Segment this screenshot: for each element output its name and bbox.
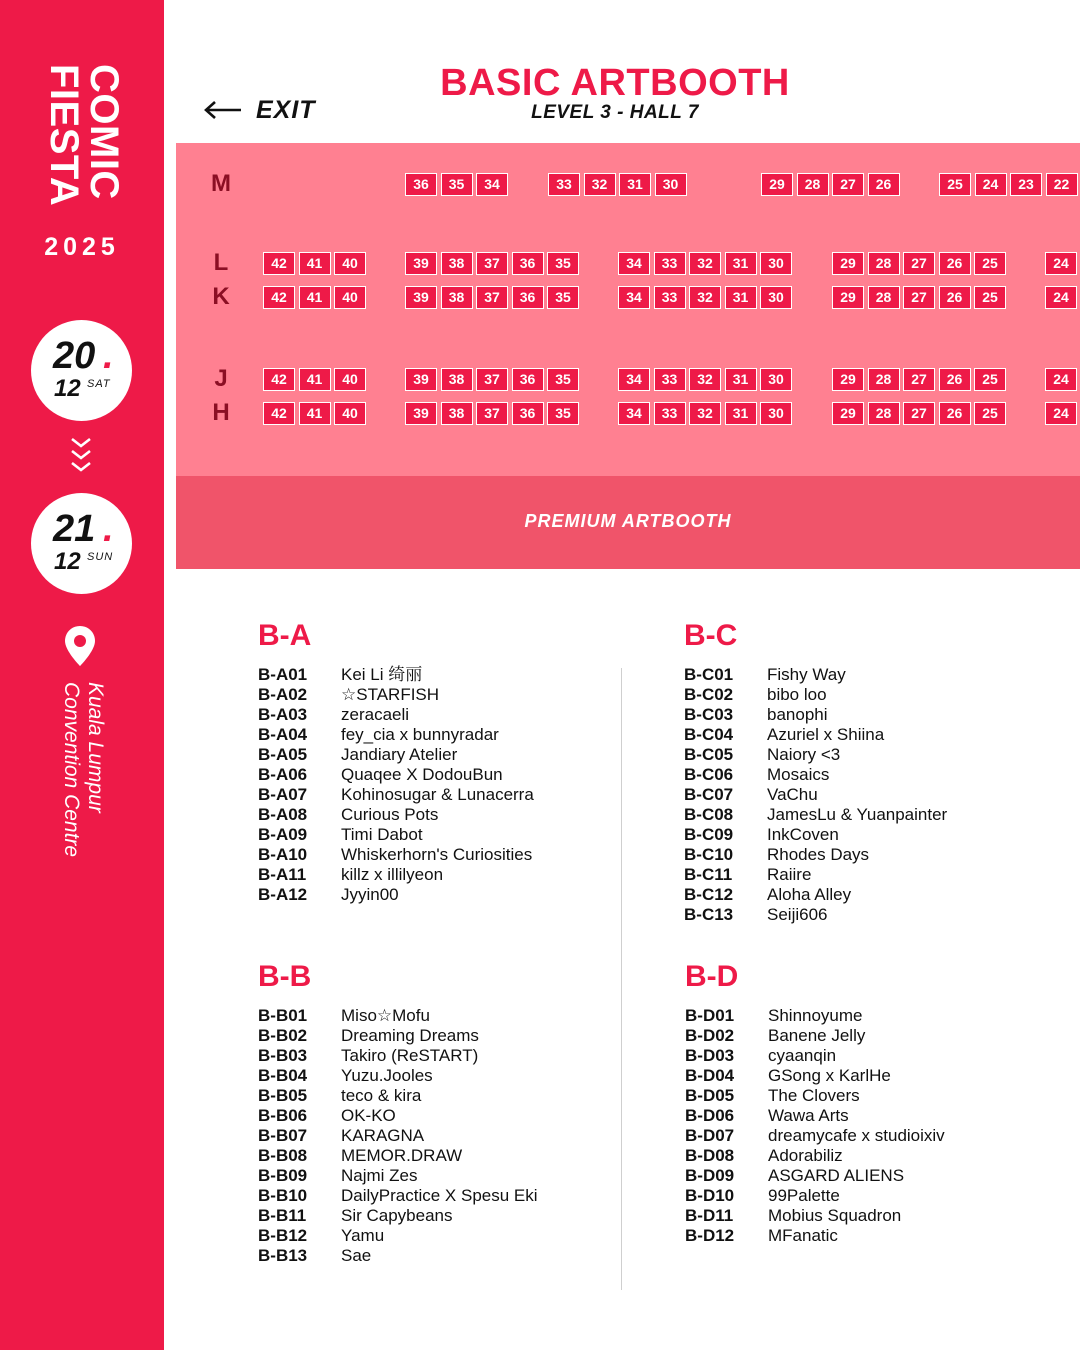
exhibitor-name: Timi Dabot — [341, 825, 423, 844]
booth[interactable]: 22 — [1046, 173, 1078, 196]
booth[interactable]: 33 — [654, 252, 686, 275]
exhibitor-name: GSong x KarlHe — [768, 1066, 891, 1085]
exhibitor-row — [258, 885, 399, 905]
section-title: B-C — [684, 619, 738, 652]
exhibitor-row — [258, 705, 409, 725]
booth[interactable]: 28 — [868, 252, 900, 275]
hall-subtitle: LEVEL 3 - HALL 7 — [531, 102, 699, 123]
booth[interactable]: 40 — [334, 368, 366, 391]
exhibitor-name: teco & kira — [341, 1086, 422, 1105]
exhibitor-row — [684, 825, 839, 845]
exhibitor-row — [684, 685, 827, 705]
exhibitor-row — [685, 1166, 904, 1186]
exhibitor-name: InkCoven — [767, 825, 839, 844]
booth-code: B-C03 — [684, 705, 734, 724]
date-dot: . — [103, 335, 114, 377]
booth[interactable]: 38 — [441, 286, 473, 309]
exhibitor-row — [258, 1026, 479, 1046]
exhibitor-row — [258, 845, 532, 865]
booth[interactable]: 37 — [476, 368, 508, 391]
booth-code: B-D10 — [685, 1186, 735, 1205]
booth[interactable]: 26 — [939, 368, 971, 391]
booth[interactable]: 25 — [974, 368, 1006, 391]
premium-artbooth-area — [176, 476, 1080, 569]
booth[interactable]: 35 — [547, 252, 579, 275]
exhibitor-name: ASGARD ALIENS — [768, 1166, 905, 1185]
exhibitor-row — [685, 1066, 891, 1086]
booth[interactable]: 34 — [476, 173, 508, 196]
exhibitor-row — [258, 825, 423, 845]
exhibitor-name: Jandiary Atelier — [341, 745, 458, 764]
exhibitor-row — [258, 1226, 384, 1246]
booth[interactable]: 40 — [334, 402, 366, 425]
booth-code: B-C02 — [684, 685, 734, 704]
exhibitor-row — [258, 745, 457, 765]
exhibitor-name: Jyyin00 — [341, 885, 399, 904]
exhibitor-name: ☆STARFISH — [341, 685, 440, 704]
venue-line-1: Kuala Lumpur — [84, 682, 107, 813]
booth-code: B-B09 — [258, 1166, 308, 1185]
booth[interactable]: 30 — [760, 368, 792, 391]
booth[interactable]: 28 — [797, 173, 829, 196]
booth-code: B-A09 — [258, 825, 308, 844]
exhibitor-row — [258, 1126, 424, 1146]
booth[interactable]: 37 — [476, 402, 508, 425]
exhibitor-name: Rhodes Days — [767, 845, 870, 864]
booth-code: B-D08 — [685, 1146, 735, 1165]
booth[interactable]: 40 — [334, 252, 366, 275]
booth-code: B-C06 — [684, 765, 734, 784]
booth[interactable]: 30 — [760, 252, 792, 275]
exhibitor-name: OK-KO — [341, 1106, 396, 1125]
booth-code: B-D04 — [685, 1066, 735, 1085]
exhibitor-row — [685, 1226, 838, 1246]
booth-code: B-A11 — [258, 865, 307, 884]
date-day: 20 — [53, 335, 96, 377]
booth[interactable]: 29 — [832, 368, 864, 391]
booth[interactable]: 32 — [689, 368, 721, 391]
booth-code: B-B03 — [258, 1046, 308, 1065]
booth-code: B-D09 — [685, 1166, 735, 1185]
booth-code: B-B05 — [258, 1086, 308, 1105]
exhibitor-row — [685, 1146, 843, 1166]
booth-code: B-A06 — [258, 765, 308, 784]
booth-code: B-D05 — [685, 1086, 735, 1105]
venue-name — [55, 682, 107, 892]
exhibitor-row — [685, 1006, 863, 1026]
booth-code: B-C12 — [684, 885, 734, 904]
exhibitor-row — [258, 765, 503, 785]
booth[interactable]: 29 — [832, 286, 864, 309]
booth[interactable]: 35 — [441, 173, 473, 196]
exhibitor-name: Whiskerhorn's Curiosities — [341, 845, 533, 864]
date-weekday: SAT — [87, 378, 111, 390]
booth[interactable]: 33 — [654, 286, 686, 309]
booth[interactable]: 33 — [654, 368, 686, 391]
exhibitor-name: Fishy Way — [767, 665, 846, 684]
exhibitor-name: VaChu — [767, 785, 818, 804]
booth[interactable]: 24 — [975, 173, 1007, 196]
booth[interactable]: 41 — [299, 286, 331, 309]
booth-code: B-B02 — [258, 1026, 308, 1045]
exhibitor-name: Yuzu.Jooles — [341, 1066, 433, 1085]
exhibitor-name: MEMOR.DRAW — [341, 1146, 463, 1165]
exhibitor-row — [684, 865, 811, 885]
exhibitor-name: killz x illilyeon — [341, 865, 444, 884]
booth[interactable]: 40 — [334, 286, 366, 309]
booth[interactable]: 34 — [618, 286, 650, 309]
booth[interactable]: 26 — [939, 402, 971, 425]
booth-code: B-C04 — [684, 725, 734, 744]
exit-label: EXIT — [256, 96, 316, 124]
booth-code: B-A03 — [258, 705, 308, 724]
exhibitor-name: Naiory <3 — [767, 745, 841, 764]
exhibitor-name: Azuriel x Shiina — [767, 725, 885, 744]
date-day: 21 — [53, 508, 96, 550]
exhibitor-row — [684, 845, 869, 865]
booth-code: B-A07 — [258, 785, 308, 804]
booth[interactable]: 37 — [476, 286, 508, 309]
booth[interactable]: 35 — [547, 402, 579, 425]
exhibitor-row — [258, 1086, 421, 1106]
exhibitor-row — [684, 885, 851, 905]
booth-code: B-D02 — [685, 1026, 735, 1045]
booth[interactable]: 35 — [547, 368, 579, 391]
location-pin-icon — [63, 625, 97, 667]
booth[interactable]: 30 — [760, 402, 792, 425]
exhibitor-row — [685, 1186, 840, 1206]
booth[interactable]: 34 — [618, 368, 650, 391]
booth[interactable]: 42 — [263, 368, 295, 391]
booth[interactable]: 34 — [618, 402, 650, 425]
exhibitor-name: Yamu — [341, 1226, 385, 1245]
exhibitor-name: MFanatic — [768, 1226, 838, 1245]
exhibitor-row — [685, 1046, 836, 1066]
booth-code: B-B07 — [258, 1126, 308, 1145]
booth[interactable]: 39 — [405, 402, 437, 425]
booth[interactable]: 36 — [512, 402, 544, 425]
exhibitor-row — [685, 1126, 945, 1146]
exhibitor-name: Mosaics — [767, 765, 830, 784]
booth-code: B-C13 — [684, 905, 734, 924]
exhibitor-name: cyaanqin — [768, 1046, 837, 1065]
booth[interactable]: 26 — [939, 252, 971, 275]
exhibitor-name: Wawa Arts — [768, 1106, 849, 1125]
exhibitor-name: Sir Capybeans — [341, 1206, 453, 1225]
booth-code: B-B11 — [258, 1206, 307, 1225]
booth[interactable]: 33 — [548, 173, 580, 196]
exhibitor-row — [258, 685, 439, 705]
booth[interactable]: 23 — [1010, 173, 1042, 196]
exhibitor-row — [258, 1146, 462, 1166]
booth[interactable]: 31 — [725, 252, 757, 275]
exhibitor-row — [684, 745, 840, 765]
booth-code: B-C09 — [684, 825, 734, 844]
booth-code: B-B10 — [258, 1186, 308, 1205]
booth[interactable]: 27 — [903, 402, 935, 425]
exhibitor-name: Kohinosugar & Lunacerra — [341, 785, 534, 804]
exhibitor-row — [258, 1066, 433, 1086]
booth-code: B-B12 — [258, 1226, 308, 1245]
section-title: B-B — [258, 960, 312, 993]
booth-code: B-D01 — [685, 1006, 735, 1025]
booth[interactable]: 36 — [512, 286, 544, 309]
exhibitor-name: Kei Li 绮丽 — [341, 665, 423, 684]
booth[interactable]: 29 — [832, 402, 864, 425]
column-divider — [621, 668, 622, 1290]
exhibitor-name: JamesLu & Yuanpainter — [767, 805, 948, 824]
triple-chevron-down-icon — [68, 435, 94, 475]
booth-code: B-D06 — [685, 1106, 735, 1125]
exhibitor-row — [258, 1106, 396, 1126]
booth[interactable]: 42 — [263, 252, 295, 275]
exhibitor-name: DailyPractice X Spesu Eki — [341, 1186, 538, 1205]
exhibitor-name: Najmi Zes — [341, 1166, 418, 1185]
booth[interactable]: 25 — [939, 173, 971, 196]
booth[interactable]: 38 — [441, 368, 473, 391]
booth[interactable]: 24 — [1045, 286, 1077, 309]
exhibitor-row — [258, 805, 438, 825]
booth-code: B-A10 — [258, 845, 308, 864]
booth-code: B-B13 — [258, 1246, 308, 1265]
booth[interactable]: 39 — [405, 368, 437, 391]
booth-code: B-B01 — [258, 1006, 308, 1025]
booth-code: B-A02 — [258, 685, 308, 704]
exhibitor-row — [685, 1026, 865, 1046]
date-dot: . — [103, 508, 114, 550]
exhibitor-name: Aloha Alley — [767, 885, 852, 904]
date-month: 12 — [54, 375, 81, 402]
booth[interactable]: 25 — [974, 286, 1006, 309]
booth-code: B-C11 — [684, 865, 733, 884]
exhibitor-row — [684, 725, 884, 745]
booth[interactable]: 30 — [655, 173, 687, 196]
exhibitor-name: dreamycafe x studioixiv — [768, 1126, 945, 1145]
booth[interactable]: 26 — [939, 286, 971, 309]
exhibitor-name: Miso☆Mofu — [341, 1006, 430, 1025]
exhibitor-name: Adorabiliz — [768, 1146, 843, 1165]
brand-line-2: FIESTA — [42, 64, 86, 207]
booth-code: B-C10 — [684, 845, 734, 864]
exhibitor-row — [258, 865, 443, 885]
booth[interactable]: 26 — [868, 173, 900, 196]
booth[interactable]: 29 — [832, 252, 864, 275]
exhibitor-row — [685, 1086, 860, 1106]
booth[interactable]: 25 — [974, 252, 1006, 275]
exhibitor-row — [684, 805, 947, 825]
row-label: M — [211, 170, 231, 197]
exhibitor-row — [684, 705, 828, 725]
booth[interactable]: 28 — [868, 402, 900, 425]
booth[interactable]: 30 — [760, 286, 792, 309]
exhibitor-row — [684, 765, 829, 785]
booth[interactable]: 35 — [547, 286, 579, 309]
booth-code: B-D07 — [685, 1126, 735, 1145]
booth-code: B-A05 — [258, 745, 308, 764]
row-label: K — [212, 283, 230, 310]
booth[interactable]: 38 — [441, 402, 473, 425]
exhibitor-row — [258, 1006, 430, 1026]
exhibitor-row — [685, 1206, 901, 1226]
date-badge-day-2 — [31, 493, 132, 594]
booth-code: B-A12 — [258, 885, 308, 904]
exhibitor-name: fey_cia x bunnyradar — [341, 725, 499, 744]
booth-code: B-A08 — [258, 805, 308, 824]
booth[interactable]: 27 — [903, 252, 935, 275]
booth[interactable]: 41 — [299, 402, 331, 425]
date-month: 12 — [54, 548, 81, 575]
exhibitor-row — [258, 1206, 453, 1226]
booth[interactable]: 32 — [689, 252, 721, 275]
date-weekday: SUN — [87, 551, 114, 563]
booth[interactable]: 36 — [405, 173, 437, 196]
booth-code: B-D11 — [685, 1206, 734, 1225]
exhibitor-name: Banene Jelly — [768, 1026, 866, 1045]
booth[interactable]: 41 — [299, 368, 331, 391]
exhibitor-name: Mobius Squadron — [768, 1206, 902, 1225]
booth-code: B-B06 — [258, 1106, 308, 1125]
booth[interactable]: 33 — [654, 402, 686, 425]
booth-code: B-C01 — [684, 665, 734, 684]
exhibitor-name: bibo loo — [767, 685, 827, 704]
booth[interactable]: 39 — [405, 252, 437, 275]
booth-code: B-B04 — [258, 1066, 308, 1085]
booth-code: B-A01 — [258, 665, 308, 684]
booth-code: B-C08 — [684, 805, 734, 824]
venue-line-2: Convention Centre — [60, 682, 83, 858]
exhibitor-name: The Clovers — [768, 1086, 860, 1105]
booth[interactable]: 28 — [868, 368, 900, 391]
booth[interactable]: 29 — [761, 173, 793, 196]
booth[interactable]: 32 — [584, 173, 616, 196]
booth[interactable]: 39 — [405, 286, 437, 309]
section-title: B-D — [685, 960, 739, 993]
booth[interactable]: 36 — [512, 252, 544, 275]
event-sidebar — [0, 0, 164, 1350]
exhibitor-row — [258, 1186, 538, 1206]
booth[interactable]: 31 — [725, 286, 757, 309]
exhibitor-row — [258, 725, 499, 745]
exhibitor-row — [685, 1106, 849, 1126]
booth[interactable]: 27 — [832, 173, 864, 196]
exhibitor-name: zeracaeli — [341, 705, 410, 724]
booth[interactable]: 31 — [619, 173, 651, 196]
booth[interactable]: 27 — [903, 368, 935, 391]
date-badge-day-1 — [31, 320, 132, 421]
exhibitor-name: banophi — [767, 705, 828, 724]
booth[interactable]: 36 — [512, 368, 544, 391]
exhibitor-row — [684, 665, 846, 685]
event-logo — [40, 64, 124, 232]
booth[interactable]: 37 — [476, 252, 508, 275]
exhibitor-row — [684, 785, 818, 805]
booth[interactable]: 24 — [1045, 402, 1077, 425]
exhibitor-row — [258, 665, 422, 685]
booth-code: B-D12 — [685, 1226, 735, 1245]
booth[interactable]: 24 — [1045, 252, 1077, 275]
exhibitor-name: 99Palette — [768, 1186, 840, 1205]
exhibitor-name: KARAGNA — [341, 1126, 425, 1145]
booth-code: B-D03 — [685, 1046, 735, 1065]
booth-code: B-A04 — [258, 725, 308, 744]
booth[interactable]: 42 — [263, 402, 295, 425]
exhibitor-row — [258, 1246, 371, 1266]
booth-code: B-C07 — [684, 785, 734, 804]
event-year: 2025 — [44, 233, 120, 261]
arrow-left-icon — [203, 100, 243, 120]
exhibitor-name: Dreaming Dreams — [341, 1026, 479, 1045]
exhibitor-name: Sae — [341, 1246, 372, 1265]
exhibitor-row — [258, 1166, 418, 1186]
premium-artbooth-label: PREMIUM ARTBOOTH — [524, 511, 732, 531]
booth[interactable]: 32 — [689, 402, 721, 425]
booth[interactable]: 31 — [725, 402, 757, 425]
row-label: J — [214, 365, 228, 392]
exhibitor-name: Seiji606 — [767, 905, 828, 924]
exhibitor-name: Quaqee X DodouBun — [341, 765, 503, 784]
row-label: H — [212, 399, 230, 426]
exhibitor-name: Curious Pots — [341, 805, 439, 824]
exhibitor-row — [258, 1046, 478, 1066]
exhibitor-row — [684, 905, 828, 925]
booth-code: B-B08 — [258, 1146, 308, 1165]
booth[interactable]: 42 — [263, 286, 295, 309]
brand-line-1: COMIC — [82, 64, 126, 200]
exhibitor-name: Shinnoyume — [768, 1006, 863, 1025]
exhibitor-name: Raiire — [767, 865, 812, 884]
booth[interactable]: 34 — [618, 252, 650, 275]
booth[interactable]: 25 — [974, 402, 1006, 425]
booth[interactable]: 31 — [725, 368, 757, 391]
booth[interactable]: 24 — [1045, 368, 1077, 391]
booth[interactable]: 41 — [299, 252, 331, 275]
exhibitor-name: Takiro (ReSTART) — [341, 1046, 479, 1065]
booth[interactable]: 27 — [903, 286, 935, 309]
row-label: L — [213, 249, 229, 276]
section-title: B-A — [258, 619, 312, 652]
booth[interactable]: 32 — [689, 286, 721, 309]
exhibitor-row — [258, 785, 534, 805]
booth[interactable]: 28 — [868, 286, 900, 309]
booth[interactable]: 38 — [441, 252, 473, 275]
booth-code: B-C05 — [684, 745, 734, 764]
hall-title: BASIC ARTBOOTH — [440, 62, 790, 104]
